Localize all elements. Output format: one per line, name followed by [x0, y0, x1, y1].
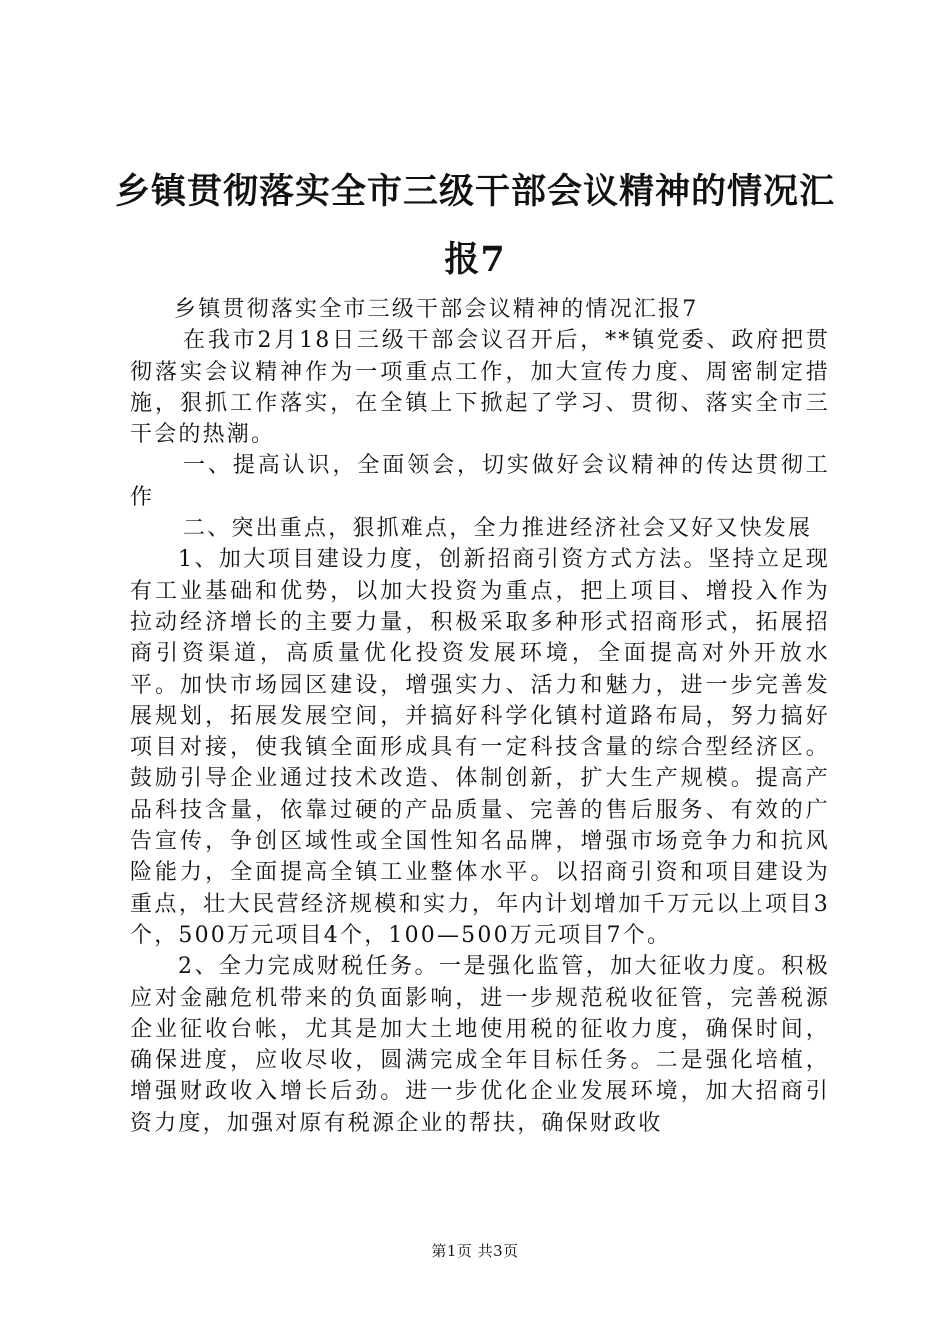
- section-heading-1: 一、提高认识，全面领会，切实做好会议精神的传达贯彻工作: [130, 453, 830, 510]
- body-paragraph-item-1: 1、加大项目建设力度，创新招商引资方式方法。坚持立足现有工业基础和优势，以加大投资为重点，把上项目、增投入作为拉动经济增长的主要力量，积极采取多种形式招商形式，拓展招商引资渠道，高质量优化投资发展环境，全面提高对外开放水平。加快市场园区建设，增强实力、活力和魅力，进一步完善发展规划，拓展发展空间，并搞好科学化镇村道路布局，努力搞好项目对接，使我镇全面形成具有一定科技含量的综合型经济区。鼓励引导企业通过技术改造、体制创新，扩大生产规模。提高产品科技含量，依靠过硬的产品质量、完善的售后服务、有效的广告宣传，争创区域性或全国性知名品牌，增强市场竞争力和抗风险能力，全面提高全镇工业整体水平。以招商引资和项目建设为重点，壮大民营经济规模和实力，年内计划增加千万元以上项目3个，500万元项目4个，100—500万元项目7个。: [130, 547, 830, 948]
- page-number-footer: 第1页 共3页: [431, 1242, 519, 1260]
- body-paragraph-item-2: 2、全力完成财税任务。一是强化监管，加大征收力度。积极应对金融危机带来的负面影响，进一步规范税收征管，完善税源企业征收台帐，尤其是加大土地使用税的征收力度，确保时间，确保进度，应收尽收，圆满完成全年目标任务。二是强化培植，增强财政收入增长后劲。进一步优化企业发展环境，加大招商引资力度，加强对原有税源企业的帮扶，确保财政收: [130, 954, 830, 1136]
- body-paragraph-intro: 在我市2月18日三级干部会议召开后，**镇党委、政府把贯彻落实会议精神作为一项重点工作，加大宣传力度、周密制定措施，狠抓工作落实，在全镇上下掀起了学习、贯彻、落实全市三干会的热潮。: [130, 328, 830, 448]
- document-title: 乡镇贯彻落实全市三级干部会议精神的情况汇报7: [114, 171, 835, 280]
- body-paragraph-heading: 乡镇贯彻落实全市三级干部会议精神的情况汇报7: [174, 297, 699, 322]
- section-heading-2: 二、突出重点，狠抓难点，全力推进经济社会又好又快发展: [183, 516, 813, 542]
- document-body: [130, 294, 830, 1139]
